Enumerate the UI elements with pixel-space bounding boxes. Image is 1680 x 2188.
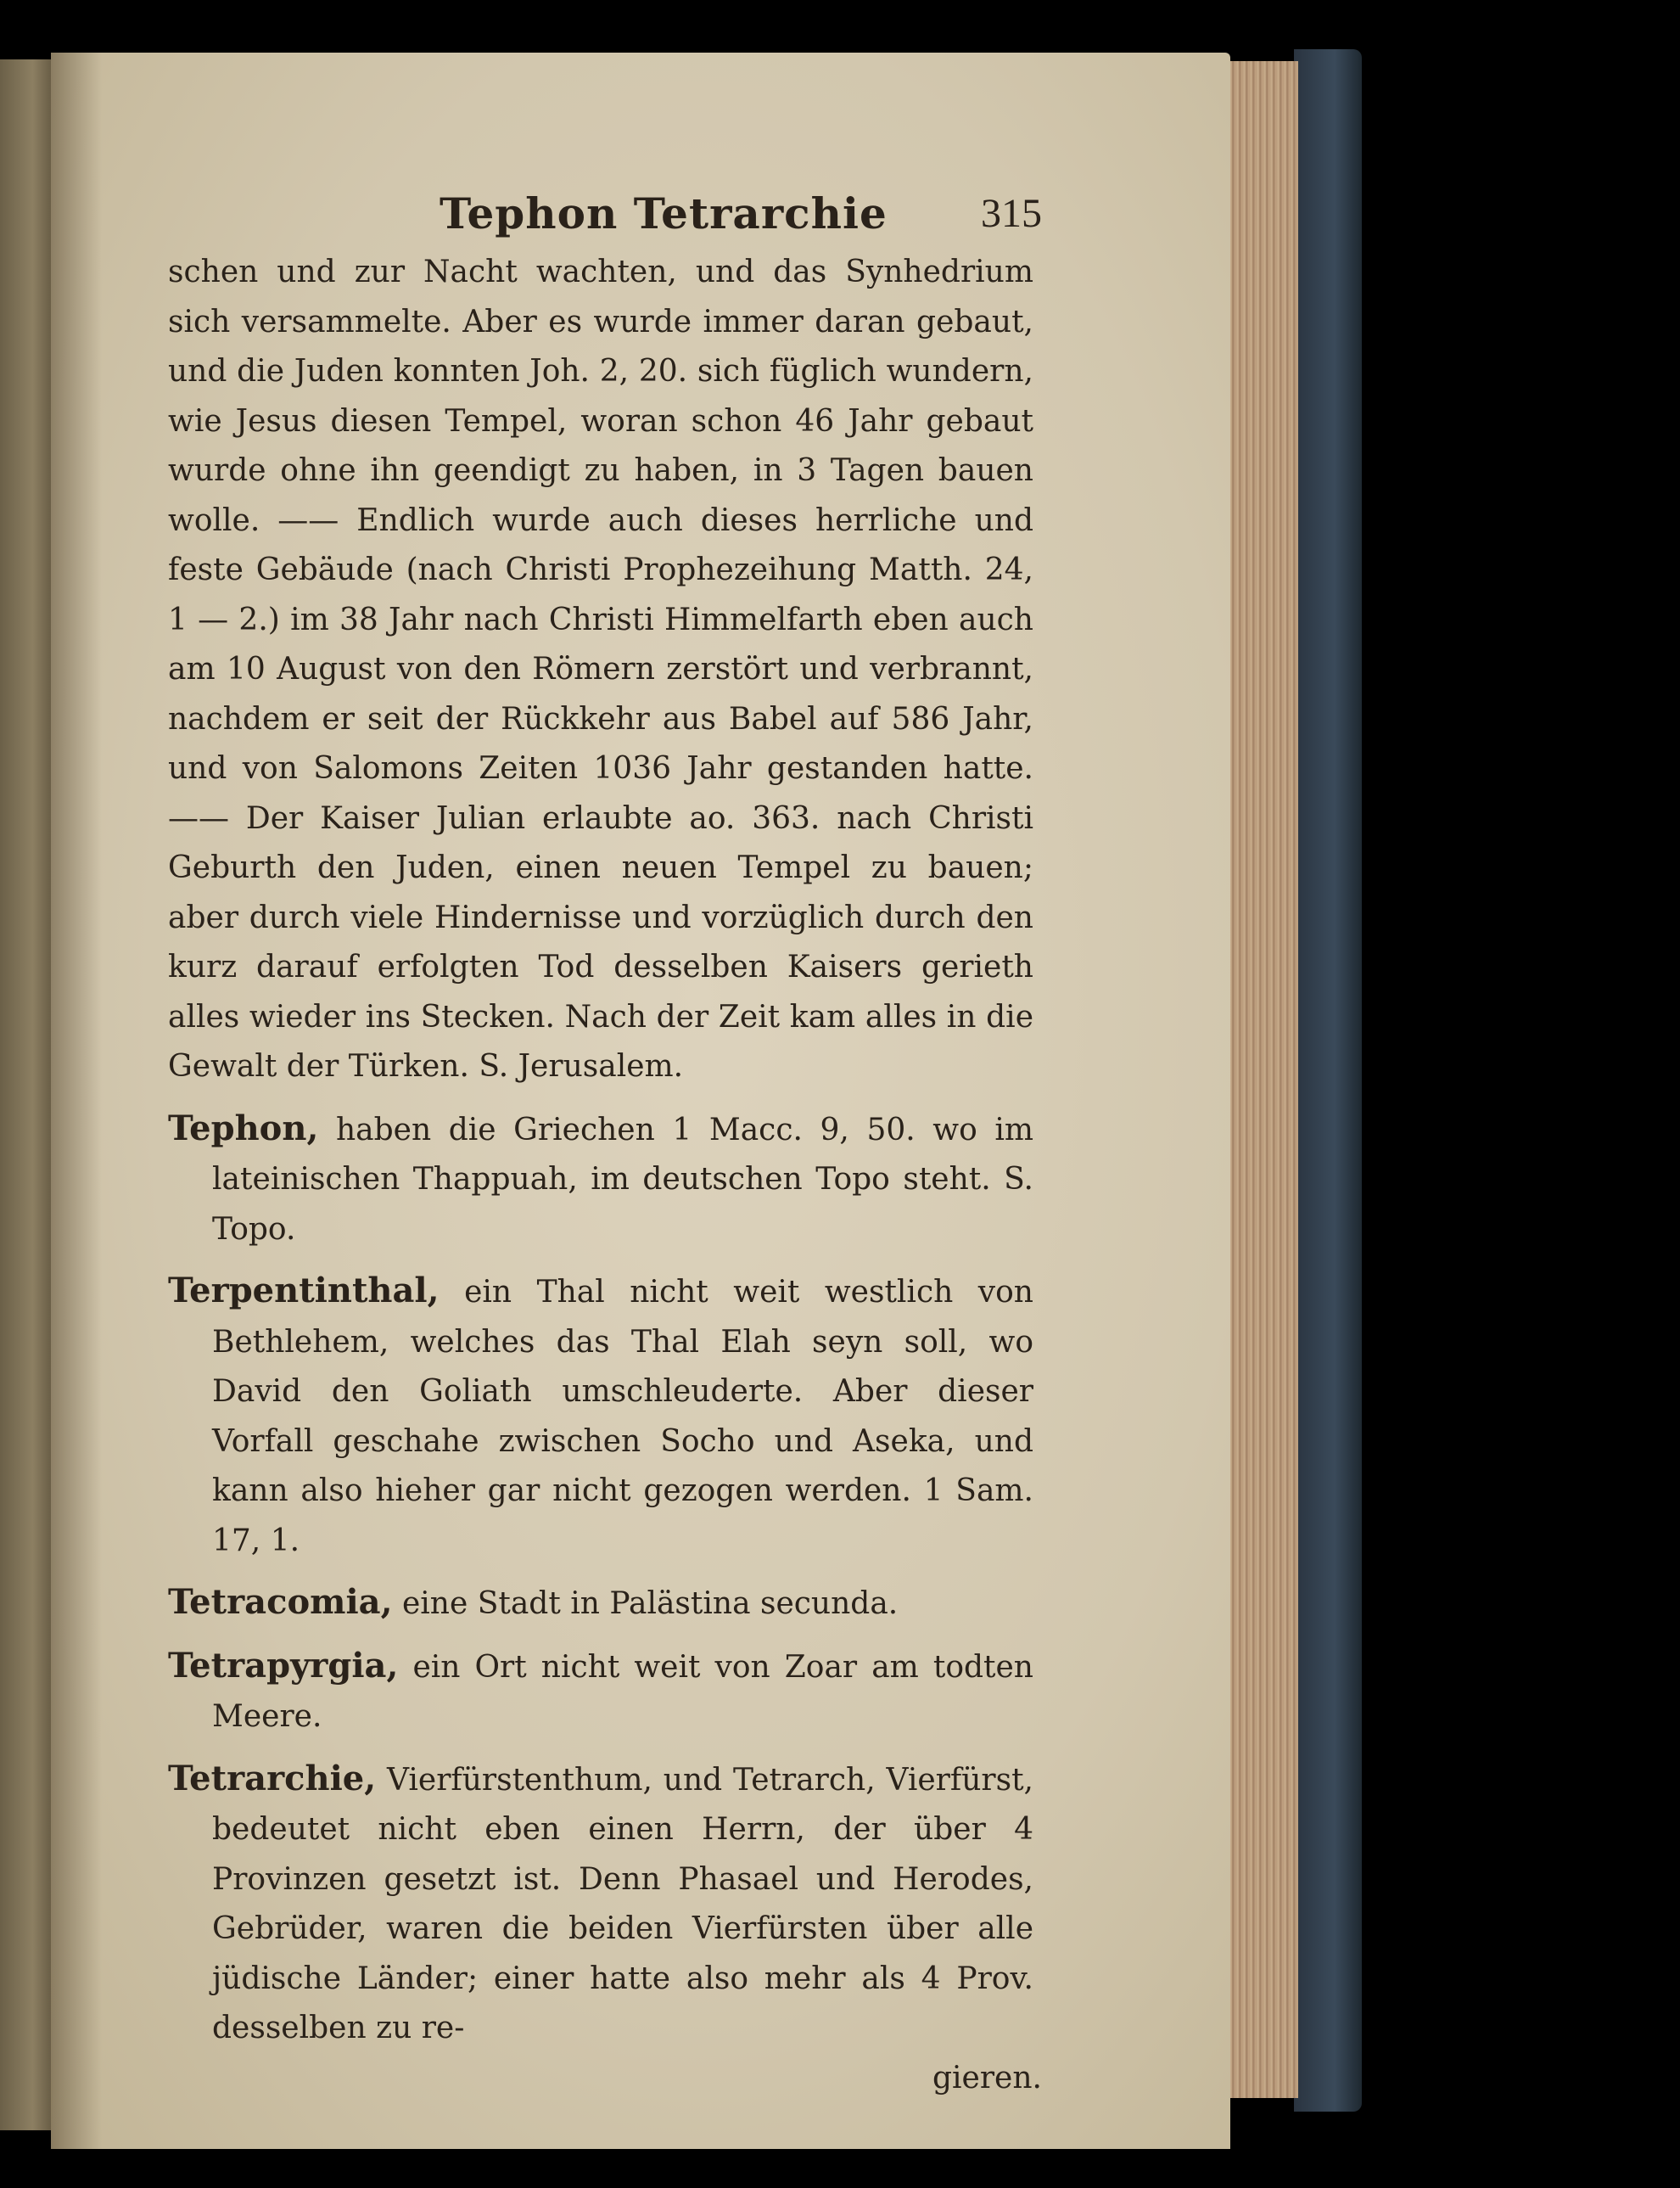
entry-term: Tetrarchie, xyxy=(168,1758,377,1798)
entry-term: Tetrapyrgia, xyxy=(168,1645,399,1686)
entry-text: eine Stadt in Palästina secunda. xyxy=(392,1586,899,1621)
entry-text: Vierfürstenthum, und Tetrarch, Vierfürst, bedeutet nicht eben einen Herrn, der über 4 Provinzen gesetzt ist. Denn Phasael und Herodes, Gebrüder, waren die beiden Vierfürsten über alle jüdische Länder; einer hatte also mehr als 4 Prov. desselben zu re- xyxy=(212,1762,1033,2045)
entry-term: Tetracomia, xyxy=(168,1582,393,1622)
entry-tephon xyxy=(168,1104,1033,1255)
entry-term: Tephon, xyxy=(168,1108,319,1148)
page-content xyxy=(168,180,1042,2103)
entry-tetrarchie xyxy=(168,1754,1042,2104)
entry-text: haben die Griechen 1 Macc. 9, 50. wo im lateinischen Thappuah, im deutschen Topo steht. S. Topo. xyxy=(212,1112,1033,1247)
entry-last-word: gieren. xyxy=(932,2060,1042,2095)
entry-term: Terpentinthal, xyxy=(168,1271,440,1310)
entry-tetrapyrgia xyxy=(168,1641,1033,1742)
entry-text: ein Thal nicht weit westlich von Bethlehem, welches das Thal Elah seyn soll, wo David den Goliath umschleuderte. Aber dieser Vorfall geschahe zwischen Socho und Aseka, und kann also hieher gar nicht gezogen werden. 1 Sam. 17, 1. xyxy=(212,1275,1033,1558)
running-header xyxy=(168,180,1042,248)
entry-terpentinthal xyxy=(168,1266,1033,1566)
continued-paragraph: schen und zur Nacht wachten, und das Synhedrium sich versammelte. Aber es wurde immer daran gebaut, und die Juden konnten Joh. 2, 20. sich füglich wundern, wie Jesus diesen Tempel, woran schon 46 Jahr gebaut wurde ohne ihn geendigt zu haben, in 3 Tagen bauen wolle. —— Endlich wurde auch dieses herrliche und feste Gebäude (nach Christi Prophezeihung Matth. 24, 1 — 2.) im 38 Jahr nach Christi Himmelfarth eben auch am 10 August von den Römern zerstört und verbrannt, nachdem er seit der Rückkehr aus Babel auf 586 Jahr, und von Salomons Zeiten 1036 Jahr gestanden hatte. —— Der Kaiser Julian erlaubte ao. 363. nach Christi Geburth den Juden, einen neuen Tempel zu bauen; aber durch viele Hindernisse und vorzüglich durch den kurz darauf erfolgten Tod desselben Kaisers gerieth alles wieder ins Stecken. Nach der Zeit kam alles in die Gewalt der Türken. S. Jerusalem. xyxy=(168,255,1033,1084)
entry-text: ein Ort nicht weit von Zoar am todten Meere. xyxy=(212,1649,1033,1734)
page-number: 315 xyxy=(981,191,1042,236)
running-title: Tephon Tetrarchie xyxy=(440,188,888,238)
page-edges xyxy=(1222,61,1298,2098)
entry-tetracomia xyxy=(168,1578,1033,1630)
book-cover xyxy=(1294,49,1362,2112)
